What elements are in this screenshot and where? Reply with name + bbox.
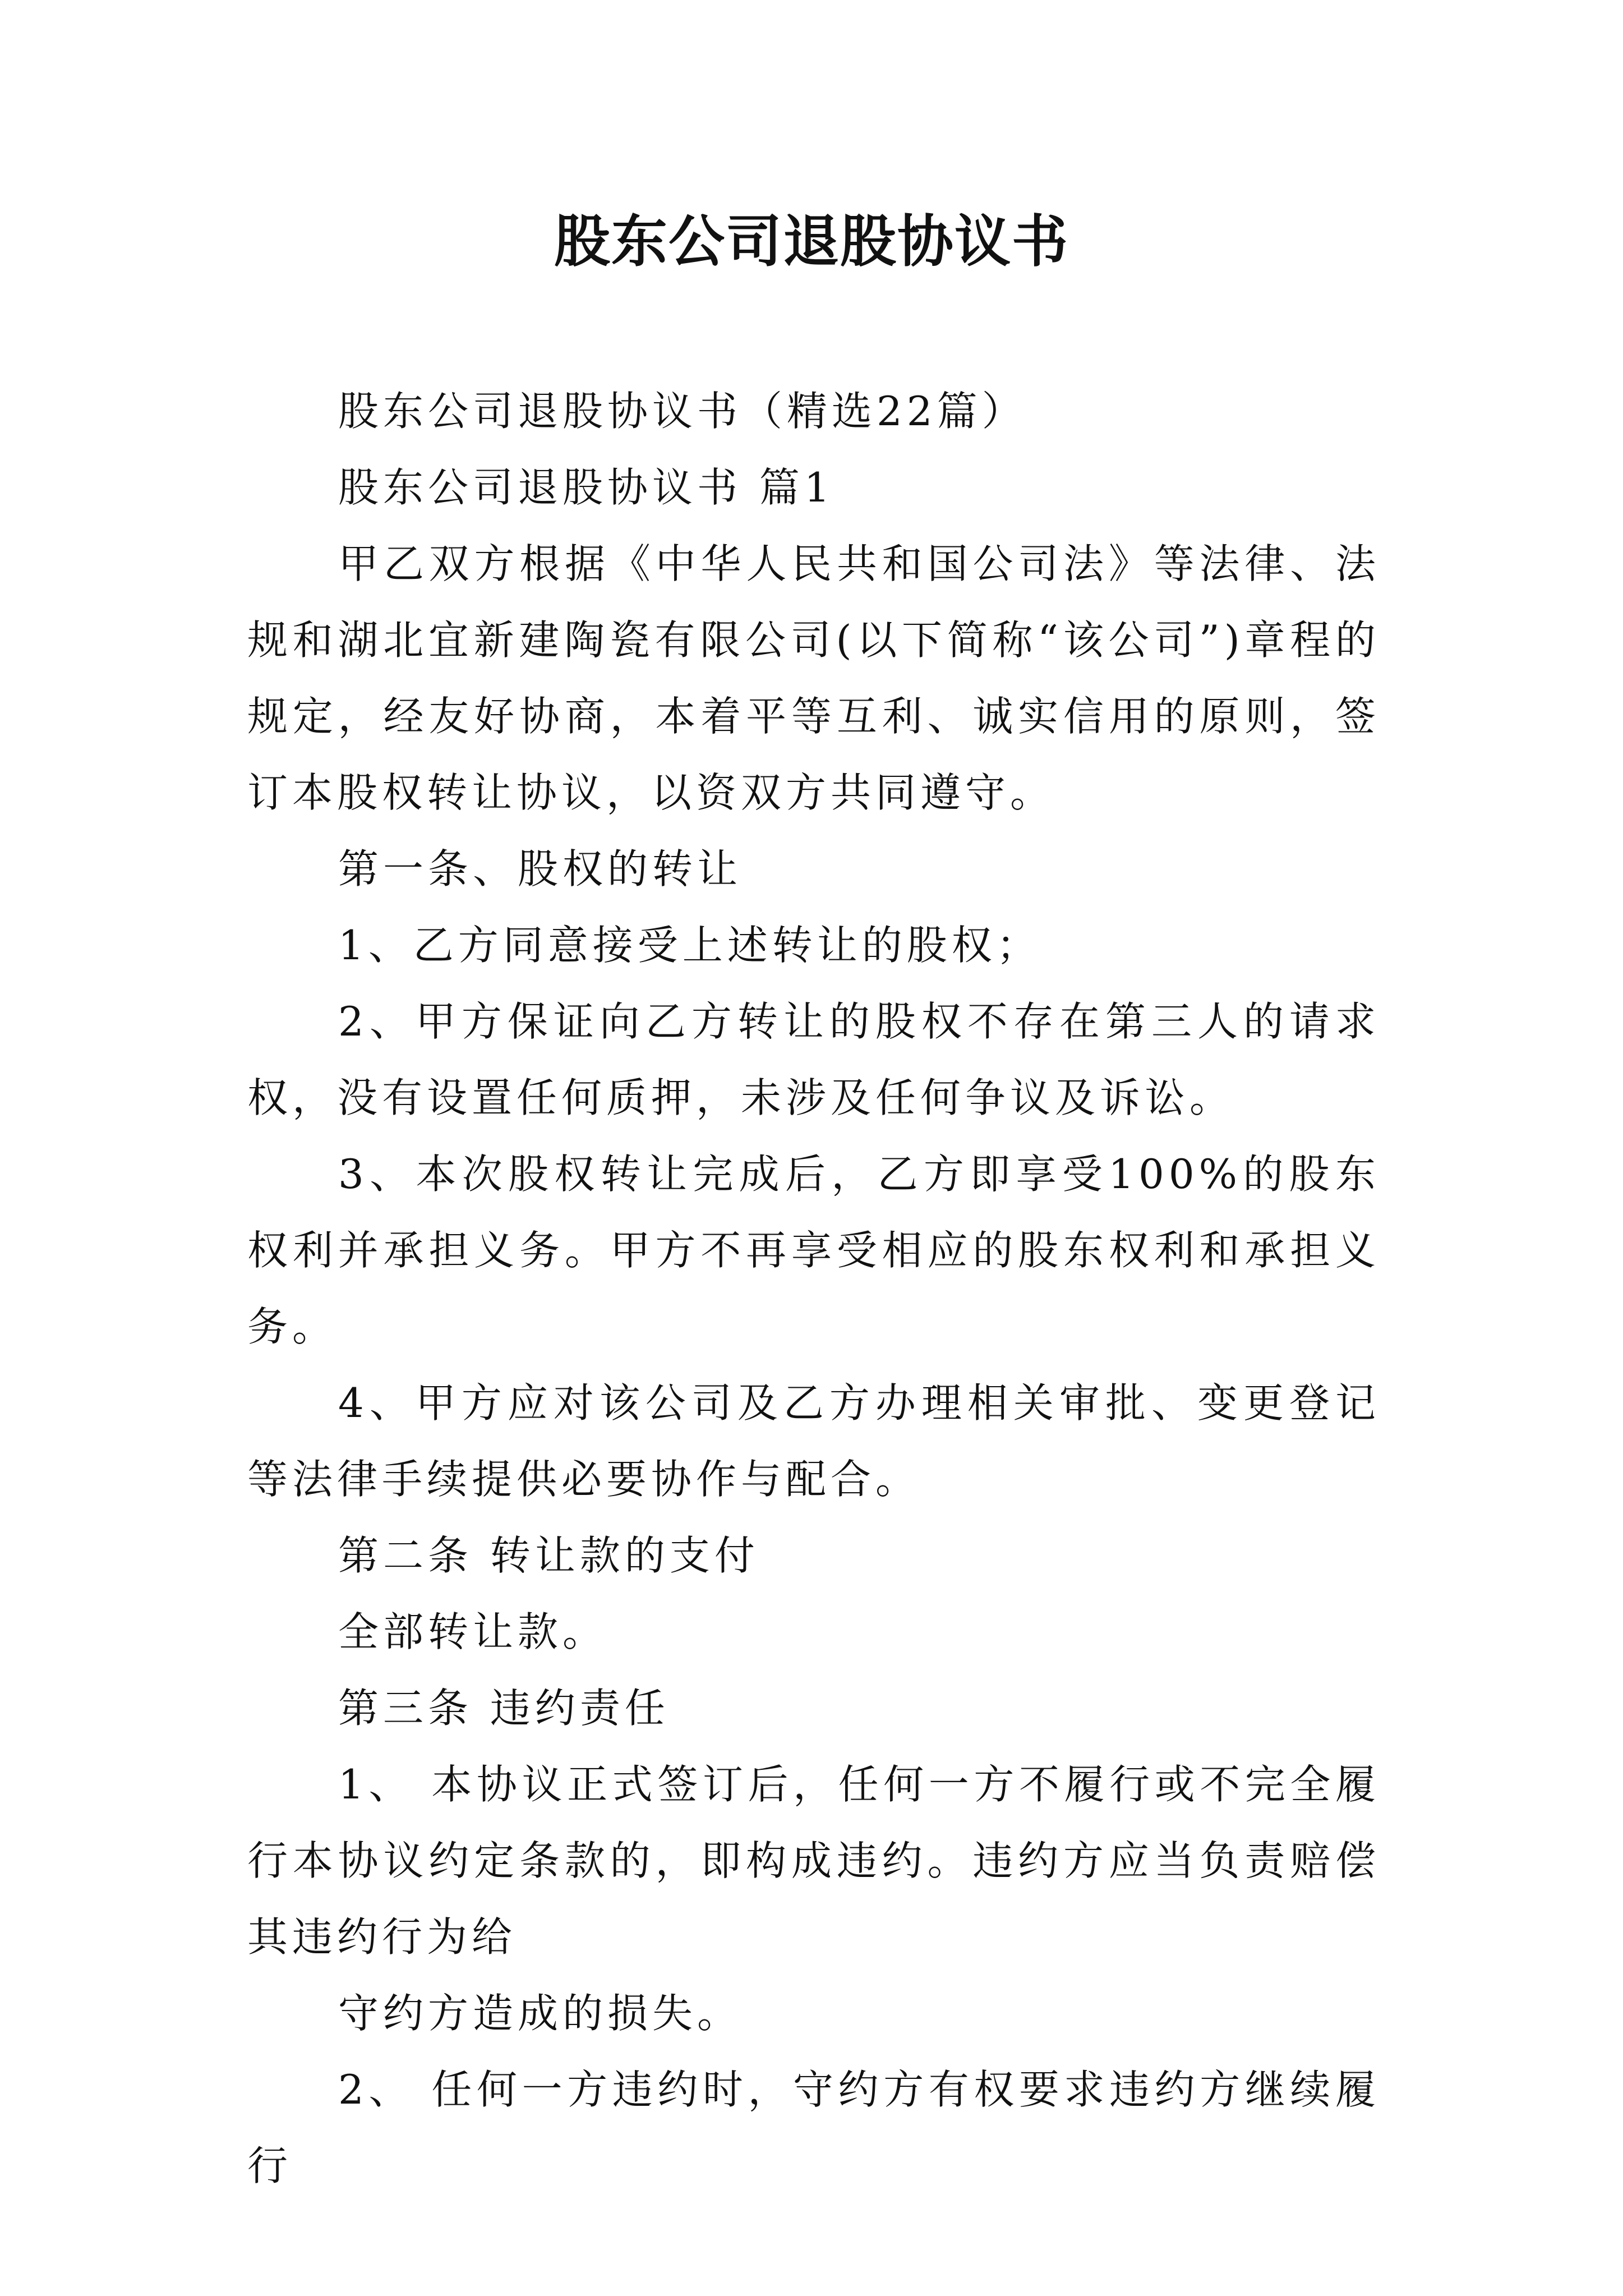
article-1-heading: 第一条、股权的转让 bbox=[338, 845, 743, 892]
document-title: 股东公司退股协议书 bbox=[554, 208, 1069, 274]
article-1-clause-4: 4、甲方应对该公司及乙方办理相关审批、变更登记等法律手续提供必要协作与配合。 bbox=[247, 1379, 1380, 1503]
article-3-clause-2: 2、 任何一方违约时，守约方有权要求违约方继续履行 bbox=[247, 2066, 1380, 2189]
paragraph-section-heading: 股东公司退股协议书 篇1 bbox=[338, 464, 834, 511]
article-2-text: 全部转让款。 bbox=[338, 1608, 608, 1655]
article-2-heading: 第二条 转让款的支付 bbox=[338, 1532, 759, 1579]
article-3-clause-1-continued: 守约方造成的损失。 bbox=[338, 1990, 743, 2037]
article-1-clause-3: 3、本次股权转让完成后，乙方即享受100%的股东权利并承担义务。甲方不再享受相应的股东权利和承担义务。 bbox=[247, 1151, 1380, 1350]
article-1-clause-2: 2、甲方保证向乙方转让的股权不存在第三人的请求权，没有设置任何质押，未涉及任何争议及诉讼。 bbox=[247, 998, 1380, 1121]
article-3-heading: 第三条 违约责任 bbox=[338, 1685, 670, 1732]
document-body bbox=[247, 373, 1380, 2204]
article-3-clause-1: 1、 本协议正式签订后，任何一方不履行或不完全履行本协议约定条款的，即构成违约。违约方应当负责赔偿其违约行为给 bbox=[247, 1761, 1380, 1961]
paragraph-preamble: 甲乙双方根据《中华人民共和国公司法》等法律、法规和湖北宜新建陶瓷有限公司(以下简称“该公司”)章程的规定，经友好协商，本着平等互利、诚实信用的原则，签订本股权转让协议，以资双方共同遵守。 bbox=[247, 540, 1380, 816]
article-1-clause-1: 1、乙方同意接受上述转让的股权； bbox=[338, 922, 1041, 969]
paragraph-subtitle: 股东公司退股协议书（精选22篇） bbox=[338, 388, 1027, 435]
